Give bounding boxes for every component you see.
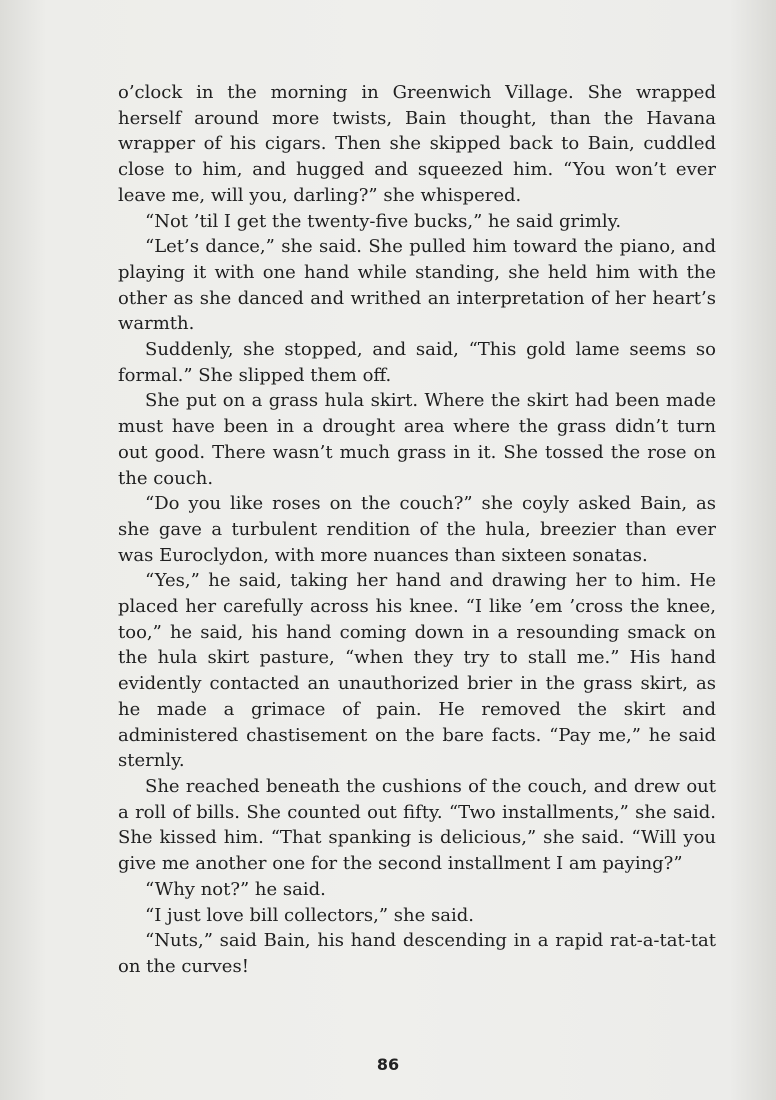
paragraph-8: She reached beneath the cushions of the couch, and drew out a roll of bills. She counted out fifty. “Two installments,” she said. She kissed him. “That spanking is delicious,” she said. “Will you give me another one for the second installment I am paying?” — [118, 775, 716, 875]
paragraph-9: “Why not?” he said. — [145, 878, 326, 900]
paragraph-3: “Let’s dance,” she said. She pulled him toward the piano, and playing it with one hand while standing, she held him with the other as she danced and writhed an interpretation of her heart’s warmth. — [118, 236, 716, 335]
paragraph-10: “I just love bill collectors,” she said. — [145, 904, 474, 926]
page-number: 86 — [376, 1055, 400, 1074]
paragraph-1: o’clock in the morning in Greenwich Village. She wrapped herself around more twists, Bain thought, than the Havana wrapper of his cigars. Then she skipped back to Bain, cuddled close to him, and hugged and squeezed him. “You won’t ever leave me, will you, darling?” she whispered. — [118, 82, 716, 206]
paragraph-5: She put on a grass hula skirt. Where the skirt had been made must have been in a drought area where the grass didn’t turn out good. There wasn’t much grass in it. She tossed the rose on the couch. — [118, 390, 716, 489]
paragraph-7: “Yes,” he said, taking her hand and drawing her to him. He placed her carefully across his knee. “I like ’em ’cross the knee, too,” he said, his hand coming down in a resounding smack on the hula skirt pasture, “when they try to stall me.” His hand evidently contacted an unauthorized brier in the grass skirt, as he made a grimace of pain. He removed the skirt and administered chastisement on the bare facts. “Pay me,” he said sternly. — [118, 570, 716, 772]
body-text — [118, 80, 716, 980]
paragraph-11: “Nuts,” said Bain, his hand descending in a rapid rat-a-tat-tat on the curves! — [118, 930, 716, 977]
paragraph-6: “Do you like roses on the couch?” she coyly asked Bain, as she gave a turbulent rendition of the hula, breezier than ever was Euroclydon, with more nuances than sixteen sonatas. — [118, 493, 716, 566]
paragraph-2: “Not ’til I get the twenty-five bucks,” he said grimly. — [145, 210, 622, 232]
paragraph-4: Suddenly, she stopped, and said, “This gold lame seems so formal.” She slipped them off. — [118, 339, 716, 386]
